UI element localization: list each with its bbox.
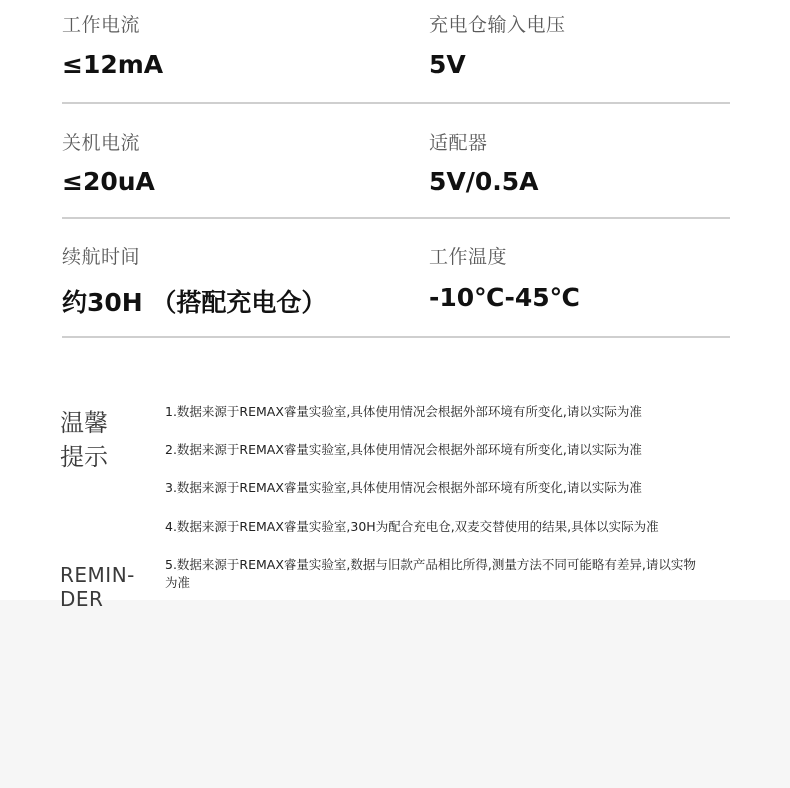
- reminder-note: 3.数据来源于REMAX睿量实验室,具体使用情况会根据外部环境有所变化,请以实际为准: [165, 480, 642, 495]
- spec-row: [62, 219, 730, 338]
- spec-label: 适配器: [429, 132, 488, 154]
- reminder-title-en: [60, 563, 135, 611]
- spec-label: 充电仓输入电压: [429, 14, 566, 36]
- reminder-note: 4.数据来源于REMAX睿量实验室,30H为配合充电仓,双麦交替使用的结果,具体以实际为准: [165, 519, 659, 534]
- reminder-title-en-line: REMIN-: [60, 563, 135, 587]
- reminder-note: 2.数据来源于REMAX睿量实验室,具体使用情况会根据外部环境有所变化,请以实际为准: [165, 442, 642, 457]
- reminder-title-cn-line: 提示: [60, 443, 108, 471]
- spec-label: 关机电流: [62, 132, 141, 154]
- spec-value: 约30H （搭配充电仓）: [62, 288, 327, 317]
- reminder-note: 1.数据来源于REMAX睿量实验室,具体使用情况会根据外部环境有所变化,请以实际为准: [165, 404, 642, 419]
- spec-label: 工作电流: [62, 14, 141, 36]
- spec-row: [62, 104, 730, 219]
- spec-row: [62, 0, 730, 104]
- spec-label: 续航时间: [62, 246, 141, 268]
- spec-value: 5V: [429, 50, 466, 79]
- spec-grid: [62, 0, 730, 338]
- reminder-title-cn-line: 温馨: [60, 409, 108, 437]
- reminder-title-en-line: DER: [60, 587, 104, 611]
- spec-value: ≤20uA: [62, 167, 155, 196]
- reminder-note: 5.数据来源于REMAX睿量实验室,数据与旧款产品相比所得,测量方法不同可能略有差异,请以实物为准: [165, 557, 696, 590]
- spec-value: ≤12mA: [62, 50, 164, 79]
- bottom-background: [0, 600, 790, 788]
- spec-value: 5V/0.5A: [429, 167, 539, 196]
- spec-value: -10℃-45℃: [429, 283, 580, 312]
- spec-label: 工作温度: [429, 246, 508, 268]
- reminder-title-cn: [60, 406, 120, 474]
